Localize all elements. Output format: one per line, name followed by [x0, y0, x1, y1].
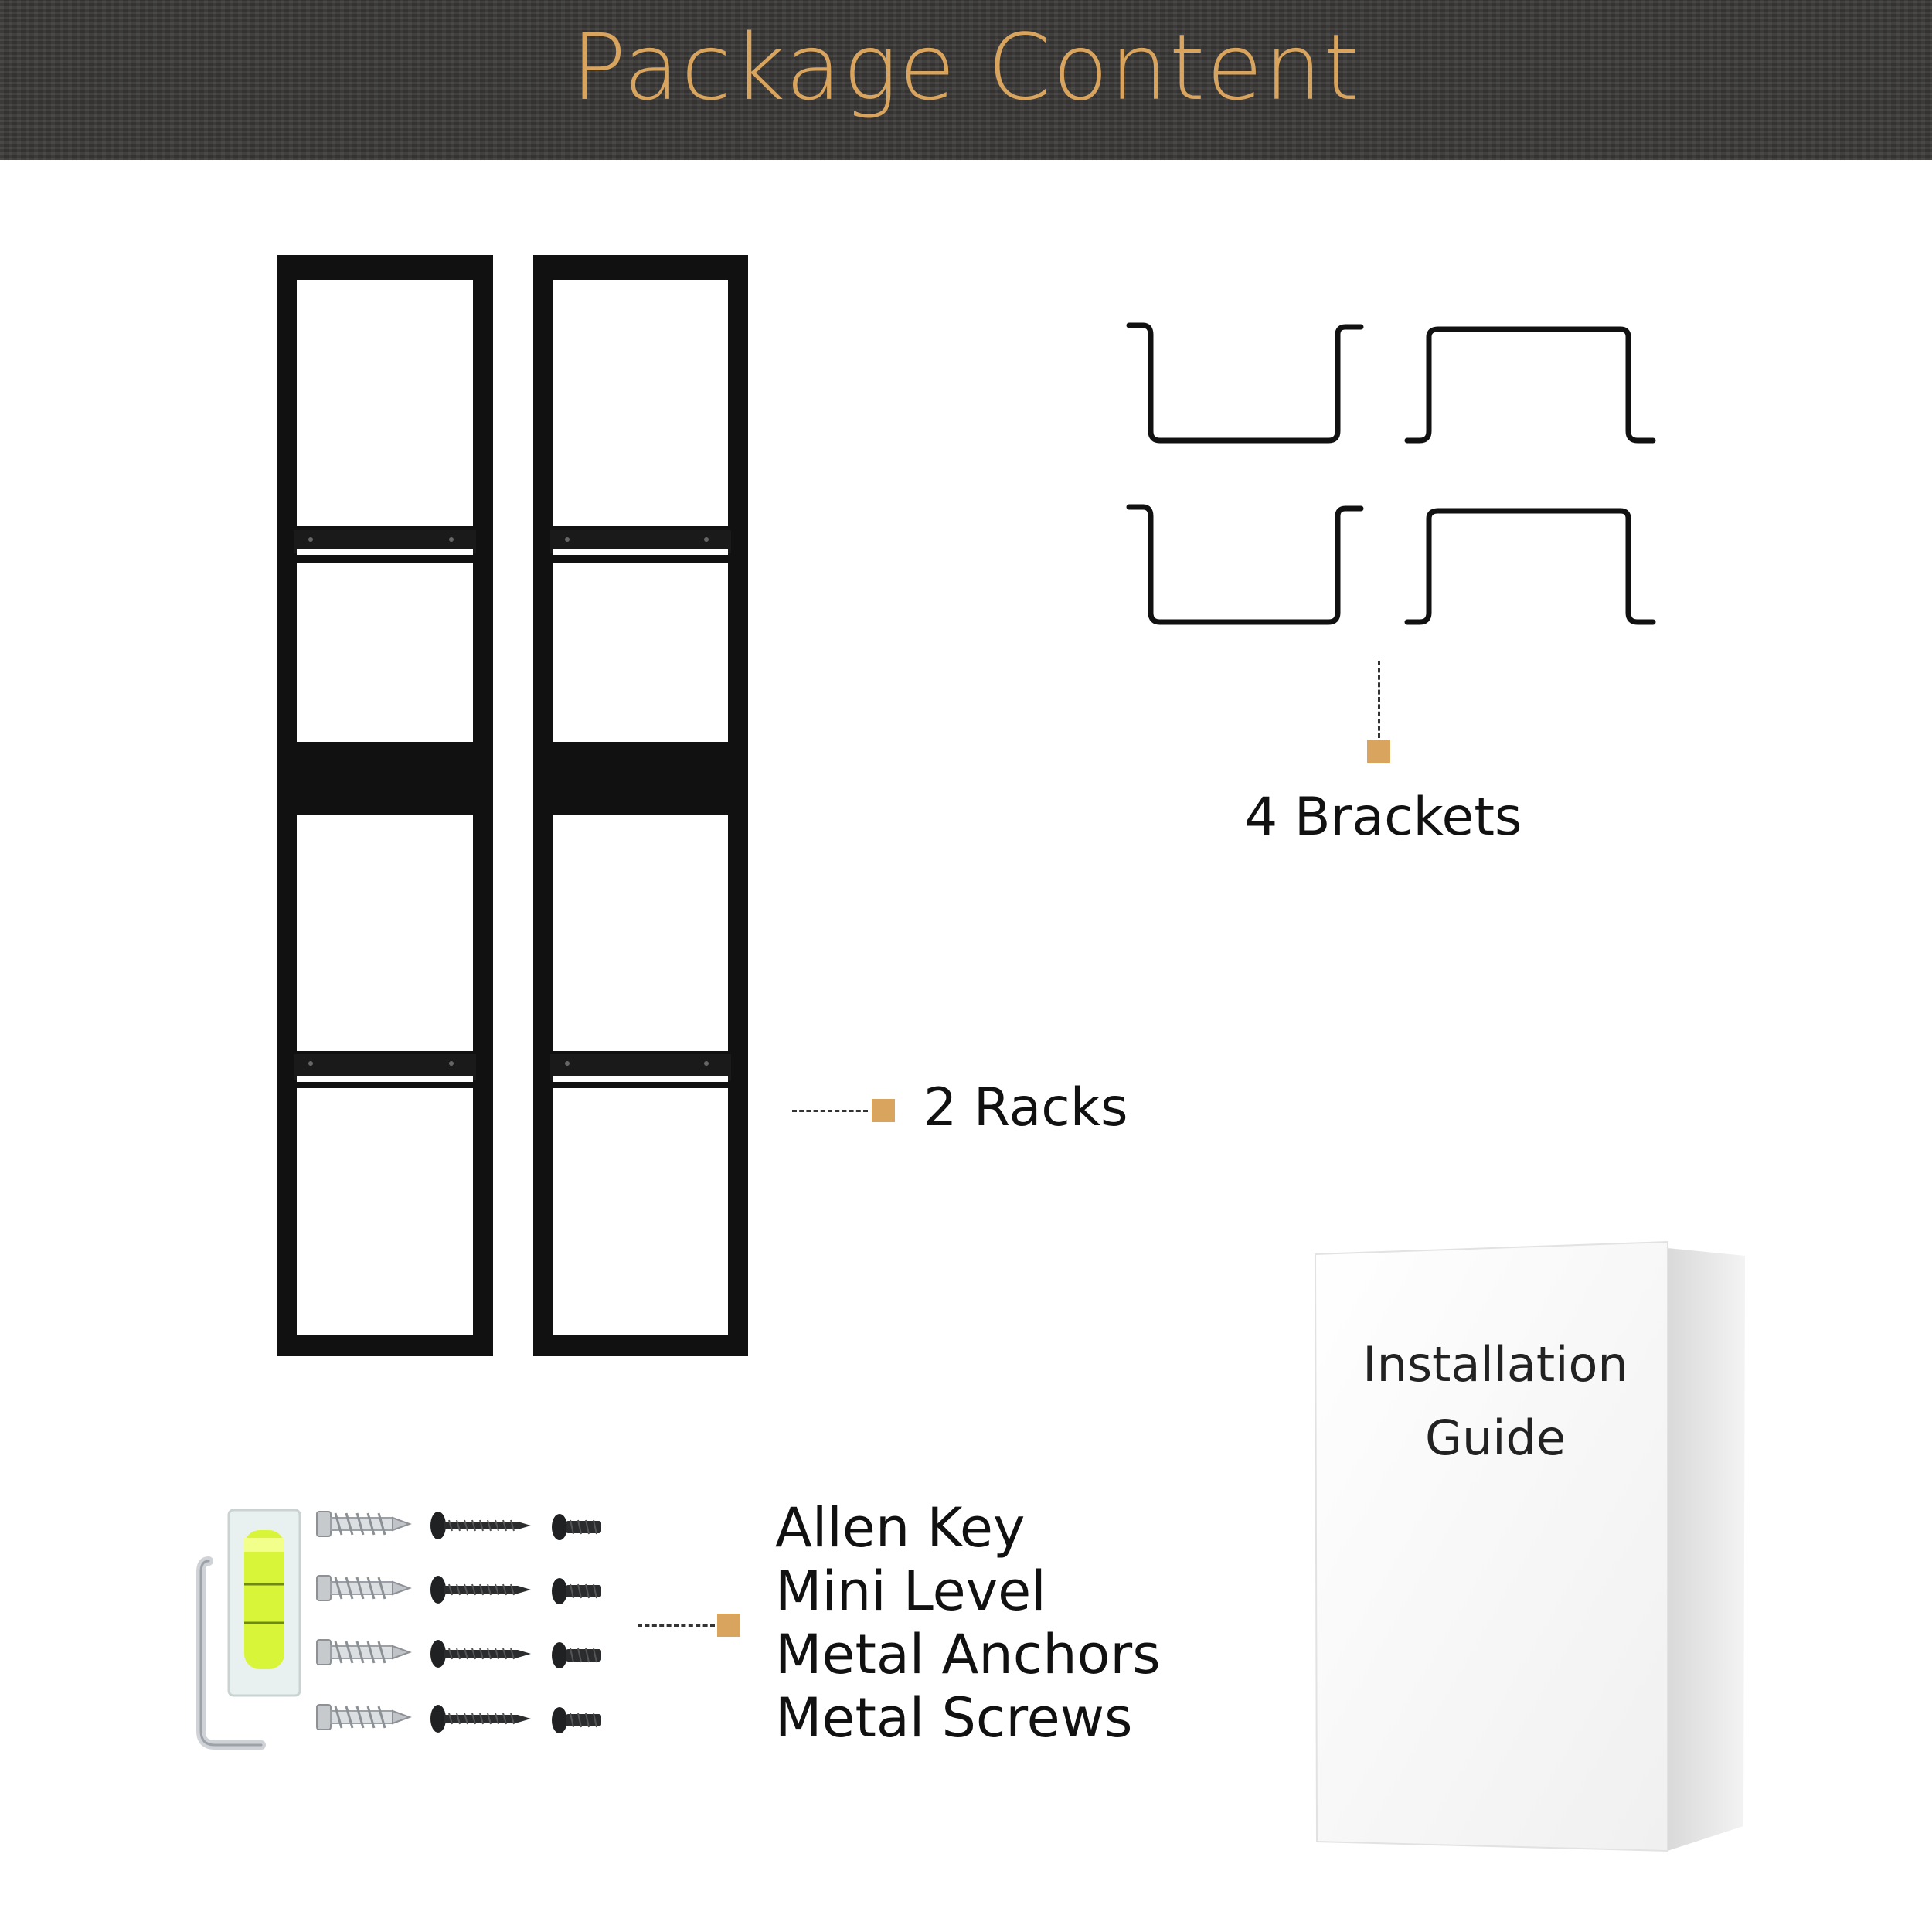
mini-level-icon: [226, 1507, 303, 1699]
metal-screw-icon-long-1: [429, 1509, 533, 1543]
metal-screw-icon-short-2: [550, 1575, 604, 1607]
hardware-label-metal-anchors: Metal Anchors: [775, 1623, 1161, 1686]
metal-screw-icon-long-3: [429, 1637, 533, 1672]
hardware-leader-line: [638, 1624, 715, 1627]
rack-icon-1: [277, 255, 493, 1356]
hardware-label-allen-key: Allen Key: [775, 1496, 1026, 1560]
brackets-leader-line: [1378, 661, 1380, 738]
guide-title-line1: Installation: [1362, 1336, 1628, 1393]
brackets-label: 4 Brackets: [1244, 787, 1522, 848]
racks-marker: [872, 1099, 895, 1122]
metal-screw-icon-long-4: [429, 1702, 533, 1736]
racks-label: 2 Racks: [923, 1077, 1128, 1138]
guide-title-line2: Guide: [1424, 1410, 1566, 1466]
hardware-label-mini-level: Mini Level: [775, 1560, 1046, 1623]
bracket-icon-1: [1124, 319, 1366, 447]
page-title: Package Content: [571, 14, 1361, 121]
metal-screw-icon-short-1: [550, 1511, 604, 1543]
header-bar: [0, 0, 1932, 160]
metal-anchor-icon-3: [315, 1635, 416, 1670]
metal-anchor-icon-4: [315, 1700, 416, 1735]
bracket-icon-3: [1124, 501, 1366, 628]
bracket-icon-4: [1403, 505, 1658, 628]
racks-leader-line: [792, 1110, 868, 1112]
bracket-icon-2: [1403, 323, 1658, 447]
brackets-marker: [1367, 740, 1390, 763]
metal-screw-icon-short-3: [550, 1639, 604, 1672]
metal-anchor-icon-1: [315, 1507, 416, 1542]
booklet-icon: [1314, 1240, 1754, 1851]
metal-screw-icon-long-2: [429, 1573, 533, 1607]
metal-anchor-icon-2: [315, 1571, 416, 1606]
hardware-label-metal-screws: Metal Screws: [775, 1686, 1133, 1750]
metal-screw-icon-short-4: [550, 1704, 604, 1736]
rack-icon-2: [533, 255, 748, 1356]
hardware-marker: [717, 1614, 740, 1637]
